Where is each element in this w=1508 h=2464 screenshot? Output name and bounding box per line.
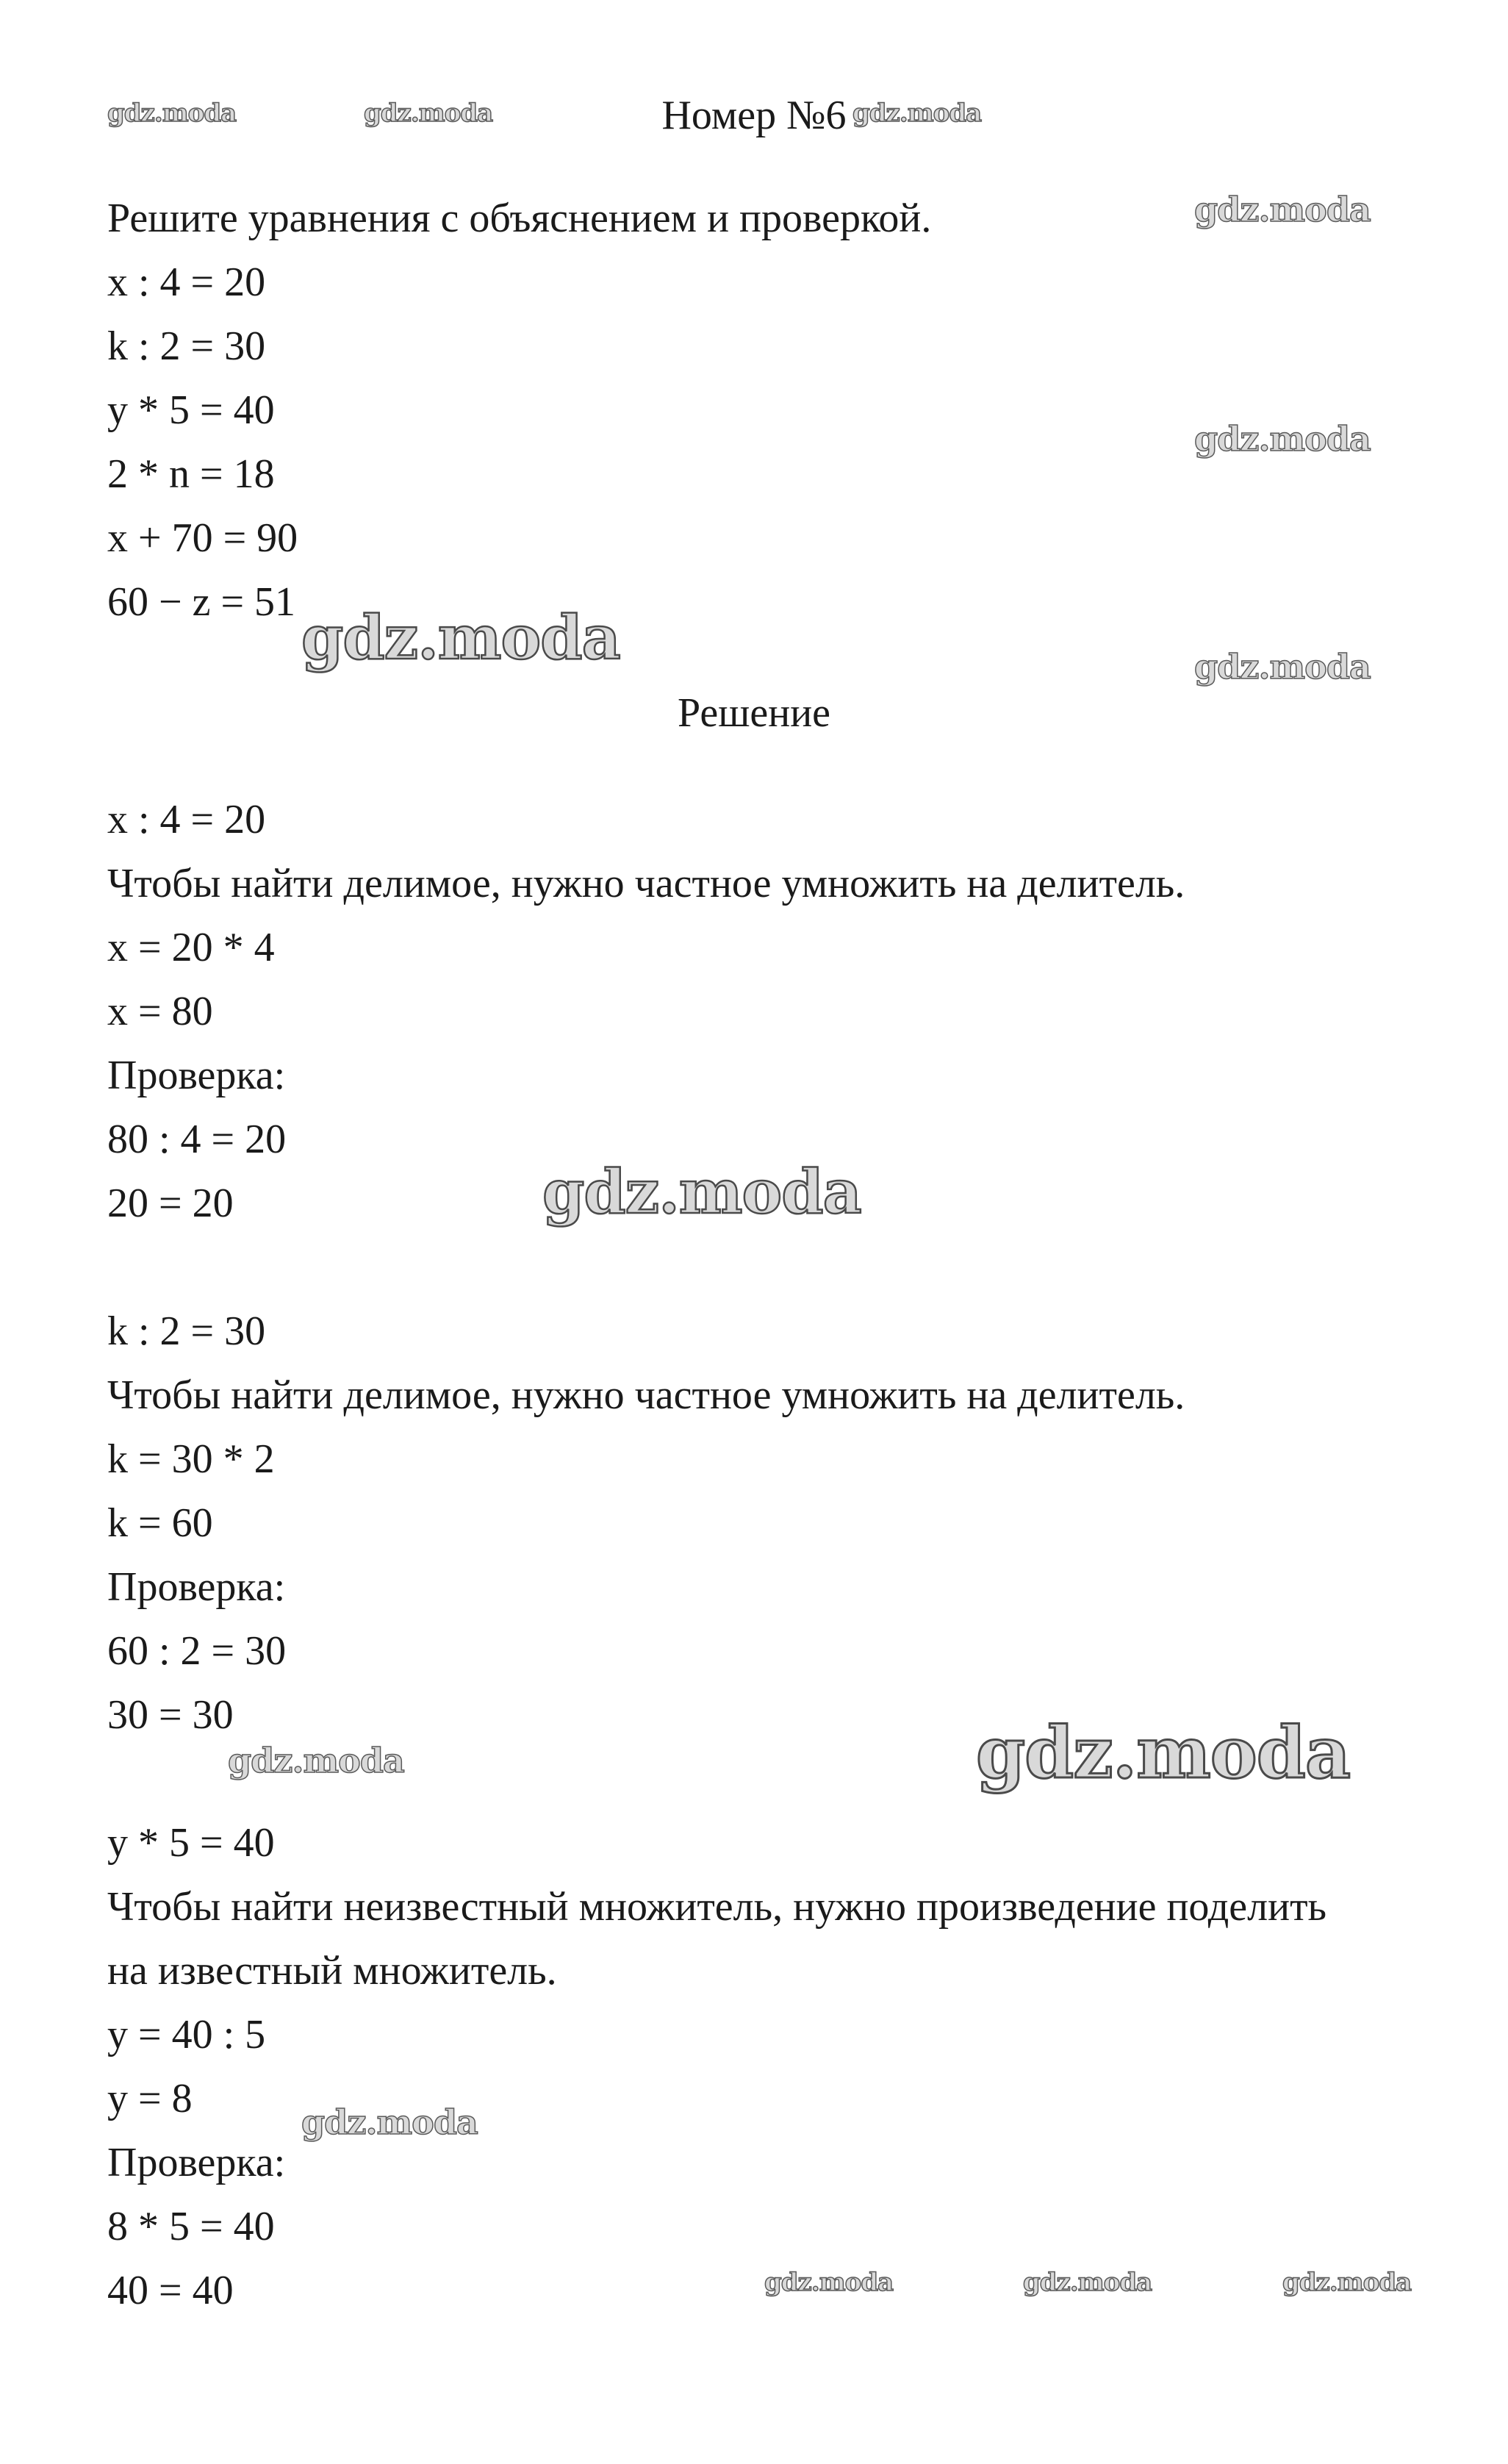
check-step: 30 = 30 [107,1692,234,1738]
task-equation: y * 5 = 40 [107,387,275,433]
task-instruction: Решите уравнения с объяснением и проверкой. [107,196,932,241]
task-equation: 2 * n = 18 [107,451,275,497]
check-step: 40 = 40 [107,2268,234,2313]
watermark: gdz.moda [542,1157,861,1228]
solution-rule: Чтобы найти неизвестный множитель, нужно произведение поделить [107,1884,1327,1930]
watermark: gdz.moda [364,99,493,128]
solution-equation: x : 4 = 20 [107,797,266,842]
check-step: 60 : 2 = 30 [107,1628,287,1674]
task-equation: k : 2 = 30 [107,323,266,369]
watermark: gdz.moda [976,1711,1351,1794]
check-label: Проверка: [107,1053,286,1098]
watermark: gdz.moda [301,603,620,673]
watermark: gdz.moda [764,2268,894,2297]
solution-step: y = 40 : 5 [107,2012,266,2057]
watermark: gdz.moda [301,2102,478,2142]
solution-equation: y * 5 = 40 [107,1820,275,1866]
check-step: 80 : 4 = 20 [107,1117,287,1162]
solution-rule: Чтобы найти делимое, нужно частное умножить на делитель. [107,1372,1185,1418]
solution-step: k = 60 [107,1500,213,1546]
watermark: gdz.moda [1194,647,1371,687]
solution-rule: Чтобы найти делимое, нужно частное умножить на делитель. [107,861,1185,906]
watermark: gdz.moda [1194,419,1371,459]
solution-step: k = 30 * 2 [107,1436,275,1482]
check-step: 8 * 5 = 40 [107,2204,275,2249]
check-label: Проверка: [107,2140,286,2185]
check-step: 20 = 20 [107,1181,234,1226]
watermark: gdz.moda [1194,190,1371,229]
solution-heading: Решение [677,690,831,736]
solution-equation: k : 2 = 30 [107,1308,266,1354]
task-equation: x + 70 = 90 [107,515,298,561]
watermark: gdz.moda [852,99,982,128]
solution-rule: на известный множитель. [107,1948,557,1994]
solution-step: x = 20 * 4 [107,925,275,970]
page-title: Номер №6 [661,93,847,138]
solution-step: x = 80 [107,989,213,1034]
watermark: gdz.moda [228,1741,404,1780]
task-equation: x : 4 = 20 [107,259,266,305]
check-label: Проверка: [107,1564,286,1610]
watermark: gdz.moda [107,99,237,128]
watermark: gdz.moda [1023,2268,1152,2297]
task-equation: 60 − z = 51 [107,579,296,625]
solution-step: y = 8 [107,2076,193,2121]
watermark: gdz.moda [1282,2268,1412,2297]
